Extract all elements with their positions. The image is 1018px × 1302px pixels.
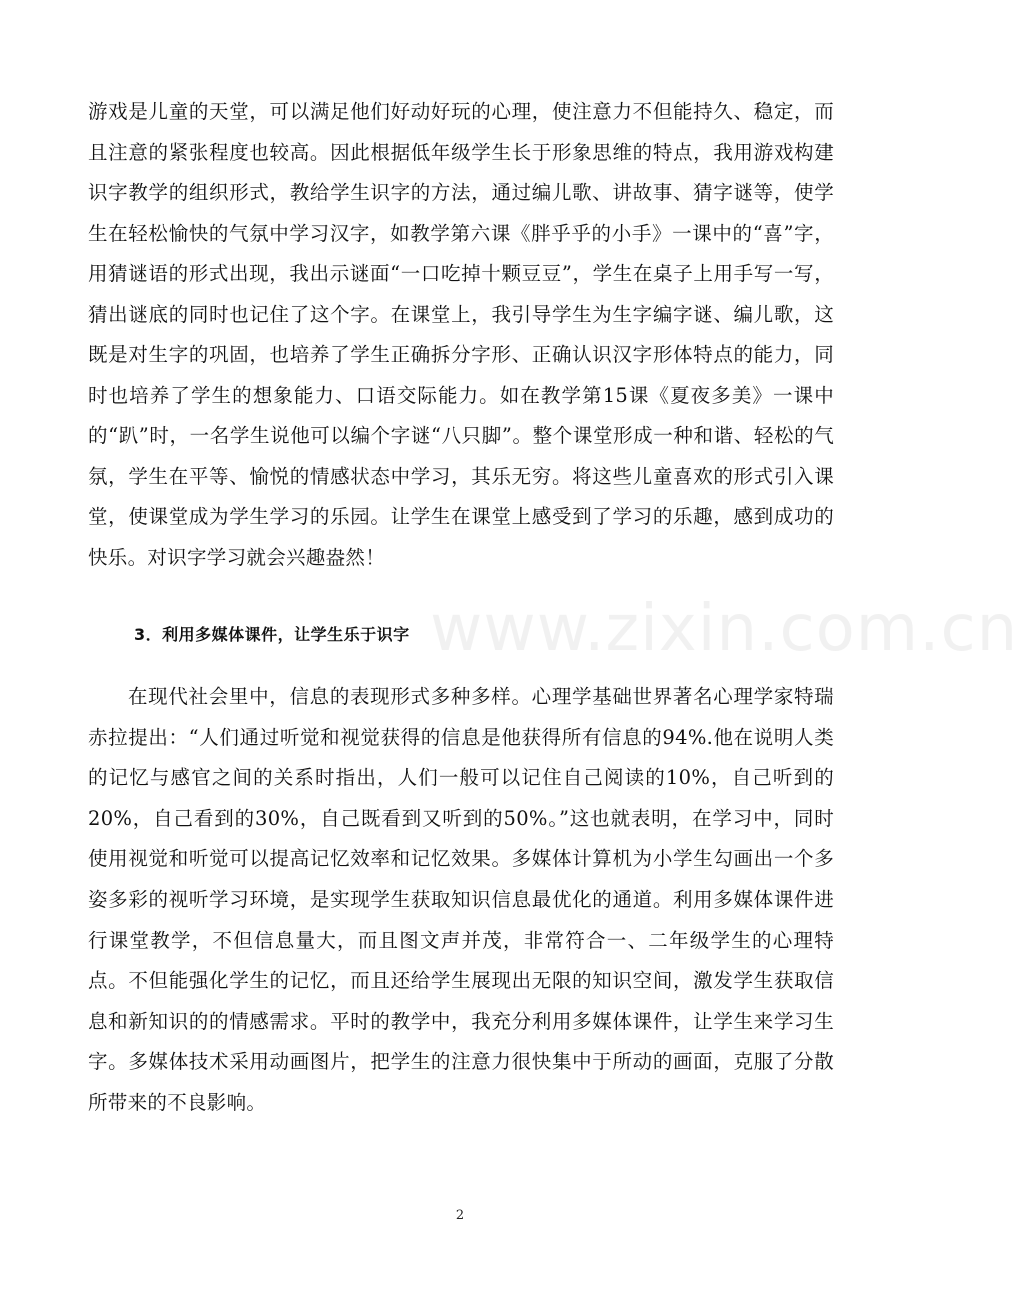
body-paragraph-game-learning: 游戏是儿童的天堂，可以满足他们好动好玩的心理，使注意力不但能持久、稳定，而且注意的紧张程度也较高。因此根据低年级学生长于形象思维的特点，我用游戏构建识字教学的组织形式，教给学生识字的方法，通过编儿歌、讲故事、猜字谜等，使学生在轻松愉快的气氛中学习汉字，如教学第六课《胖乎乎的小手》一课中的“喜”字，用猜谜语的形式出现，我出示谜面“一口吃掉十颗豆豆”，学生在桌子上用手写一写，猜出谜底的同时也记住了这个字。在课堂上，我引导学生为生字编字谜、编儿歌，这既是对生字的巩固，也培养了学生正确拆分字形、正确认识汉字形体特点的能力，同时也培养了学生的想象能力、口语交际能力。如在教学第15课《夏夜多美》一课中的“趴”时，一名学生说他可以编个字谜“八只脚”。整个课堂形成一种和谐、轻松的气氛，学生在平等、愉悦的情感状态中学习，其乐无穷。将这些儿童喜欢的形式引入课堂，使课堂成为学生学习的乐园。让学生在课堂上感受到了学习的乐趣，感到成功的快乐。对识字学习就会兴趣盎然！ xyxy=(88,100,834,569)
page-number: 2 xyxy=(455,1208,465,1223)
section-heading-multimedia: 3．利用多媒体课件，让学生乐于识字 xyxy=(134,625,410,644)
body-paragraph-multimedia: 在现代社会里中，信息的表现形式多种多样。心理学基础世界著名心理学家特瑞赤拉提出：“人们通过听觉和视觉获得的信息是他获得所有信息的94%.他在说明人类的记忆与感官之间的关系时指出，人们一般可以记住自己阅读的10%，自己听到的20%，自己看到的30%，自己既看到又听到的50%。”这也就表明，在学习中，同时使用视觉和听觉可以提高记忆效率和记忆效果。多媒体计算机为小学生勾画出一个多姿多彩的视听学习环境，是实现学生获取知识信息最优化的通道。利用多媒体课件进行课堂教学，不但信息量大，而且图文声并茂，非常符合一、二年级学生的心理特点。不但能强化学生的记忆，而且还给学生展现出无限的知识空间，激发学生获取信息和新知识的的情感需求。平时的教学中，我充分利用多媒体课件，让学生来学习生字。多媒体技术采用动画图片，把学生的注意力很快集中于所动的画面，克服了分散所带来的不良影响。 xyxy=(88,685,834,1114)
watermark-logo: www.zixin.com.cn xyxy=(430,592,1018,666)
